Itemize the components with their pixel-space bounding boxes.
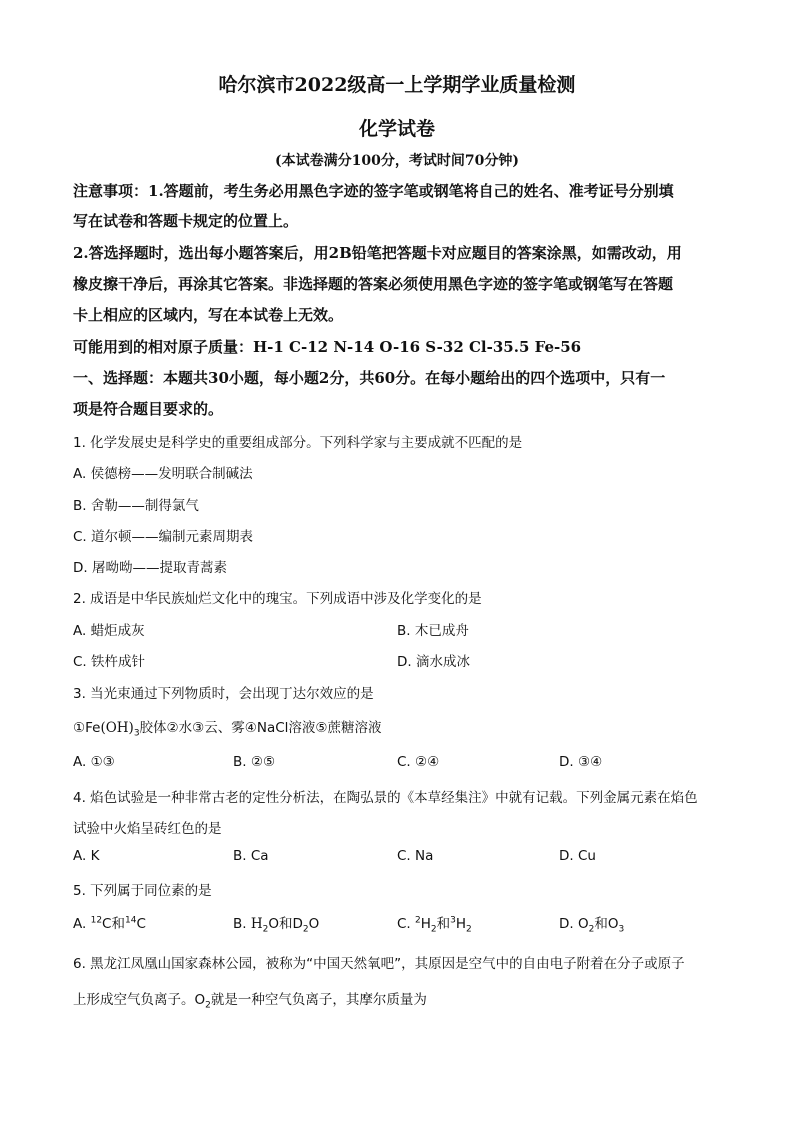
q5-c-mass-2: 3	[450, 915, 456, 926]
q5-c-sub-2: 2	[466, 924, 472, 935]
q6-stem-line-2	[73, 988, 427, 1011]
section-heading-line-1: 一、选择题：本题共30小题，每小题2分，共60分。在每小题给出的四个选项中，只有一	[73, 369, 666, 387]
q5-d-label: D.	[559, 916, 578, 932]
q3-items-prefix: ①Fe	[73, 720, 101, 736]
q5-d-sub-1: 2	[588, 924, 595, 935]
q5-b-label: B.	[233, 916, 251, 932]
q3-option-b: B. ②⑤	[233, 754, 276, 770]
q1-option-d: D. 屠呦呦——提取青蒿素	[73, 560, 227, 576]
exam-title: 哈尔滨市2022级高一上学期学业质量检测	[218, 74, 576, 96]
q5-b-formula-1: H	[250, 916, 263, 932]
q5-c-mass-1: 2	[415, 915, 421, 926]
q3-stem: 3. 当光束通过下列物质时，会出现丁达尔效应的是	[73, 686, 374, 702]
q1-option-b: B. 舍勒——制得氯气	[73, 498, 199, 514]
instructions-line-5: 卡上相应的区域内，写在本试卷上无效。	[73, 306, 344, 324]
atomic-masses: 可能用到的相对原子质量：H-1 C-12 N-14 O-16 S-32 Cl-35.5 Fe-56	[73, 338, 582, 356]
q6-stem-line-1: 6. 黑龙江凤凰山国家森林公园，被称为“中国天然氧吧”，其原因是空气中的自由电子附着在分子或原子	[73, 956, 685, 972]
q2-option-a: A. 蜡炬成灰	[73, 623, 145, 639]
q6-stem-post: 就是一种空气负离子，其摩尔质量为	[210, 992, 427, 1008]
q5-option-b	[233, 912, 319, 935]
q5-d-sub-2: 3	[618, 924, 625, 935]
q1-option-a: A. 侯德榜——发明联合制碱法	[73, 466, 253, 482]
q3-option-a: A. ①③	[73, 754, 115, 770]
q5-option-c	[397, 912, 472, 935]
q5-c-and: 和	[436, 916, 451, 932]
q5-option-a	[73, 912, 146, 932]
q1-option-c: C. 道尔顿——编制元素周期表	[73, 529, 254, 545]
q5-c-label: C.	[397, 916, 416, 932]
q4-option-c: C. Na	[397, 848, 434, 864]
instructions-line-1: 注意事项：1.答题前，考生务必用黑色字迹的签字笔或钢笔将自己的姓名、准考证号分别填	[73, 182, 674, 200]
exam-subtitle: 化学试卷	[358, 118, 435, 140]
q5-a-element-2: C	[136, 916, 146, 932]
q2-stem: 2. 成语是中华民族灿烂文化中的瑰宝。下列成语中涉及化学变化的是	[73, 591, 482, 607]
instructions-line-3: 2.答选择题时，选出每小题答案后，用2B铅笔把答题卡对应题目的答案涂黑，如需改动，用	[73, 244, 682, 262]
q4-stem-line-1: 4. 焰色试验是一种非常古老的定性分析法，在陶弘景的《本草经集注》中就有记载。下列金属元素在焰色	[73, 790, 698, 806]
q5-a-element-1: C和	[102, 916, 125, 932]
q5-stem: 5. 下列属于同位素的是	[73, 883, 212, 899]
q3-option-d: D. ③④	[559, 754, 603, 770]
q3-items-subscript: 3	[133, 728, 140, 739]
section-heading-line-2: 项是符合题目要求的。	[73, 400, 224, 418]
q2-option-c: C. 铁杵成针	[73, 654, 146, 670]
instructions-line-4: 橡皮擦干净后，再涂其它答案。非选择题的答案必须使用黑色字迹的签字笔或钢笔写在答题	[73, 275, 674, 293]
exam-note: (本试卷满分100分，考试时间70分钟)	[275, 153, 519, 169]
q3-items-formula: (OH)	[100, 720, 134, 736]
q4-option-b: B. Ca	[233, 848, 269, 864]
q3-option-c: C. ②④	[397, 754, 440, 770]
q5-c-sub-1: 2	[430, 924, 437, 935]
q5-a-mass-1: 12	[90, 915, 103, 926]
q6-stem-sub: 2	[205, 1000, 211, 1011]
q5-d-formula-2: 和O	[594, 916, 619, 932]
q5-a-mass-2: 14	[124, 915, 137, 926]
q4-option-d: D. Cu	[559, 848, 596, 864]
q3-items-rest: 胶体②水③云、雾④NaCl溶液⑤蔗糖溶液	[139, 720, 382, 736]
q5-b-sub-2: 2	[302, 924, 309, 935]
q5-option-d	[559, 912, 624, 935]
q3-items	[73, 716, 382, 739]
q5-c-formula-1: H	[420, 916, 431, 932]
q5-b-formula-3: O	[308, 916, 320, 932]
q1-stem: 1. 化学发展史是科学史的重要组成部分。下列科学家与主要成就不匹配的是	[73, 435, 523, 451]
q5-a-label: A.	[73, 916, 91, 932]
q5-d-formula-1: O	[577, 916, 589, 932]
q5-b-sub-1: 2	[262, 924, 269, 935]
q6-stem-pre: 上形成空气负离子。O	[73, 992, 206, 1008]
q2-option-d: D. 滴水成冰	[397, 654, 470, 670]
q5-b-formula-2: O和D	[268, 916, 303, 932]
q4-option-a: A. K	[73, 848, 100, 864]
q2-option-b: B. 木已成舟	[397, 623, 469, 639]
instructions-line-2: 写在试卷和答题卡规定的位置上。	[73, 212, 299, 230]
q5-c-formula-2: H	[455, 916, 467, 932]
q4-stem-line-2: 试验中火焰呈砖红色的是	[73, 821, 222, 837]
